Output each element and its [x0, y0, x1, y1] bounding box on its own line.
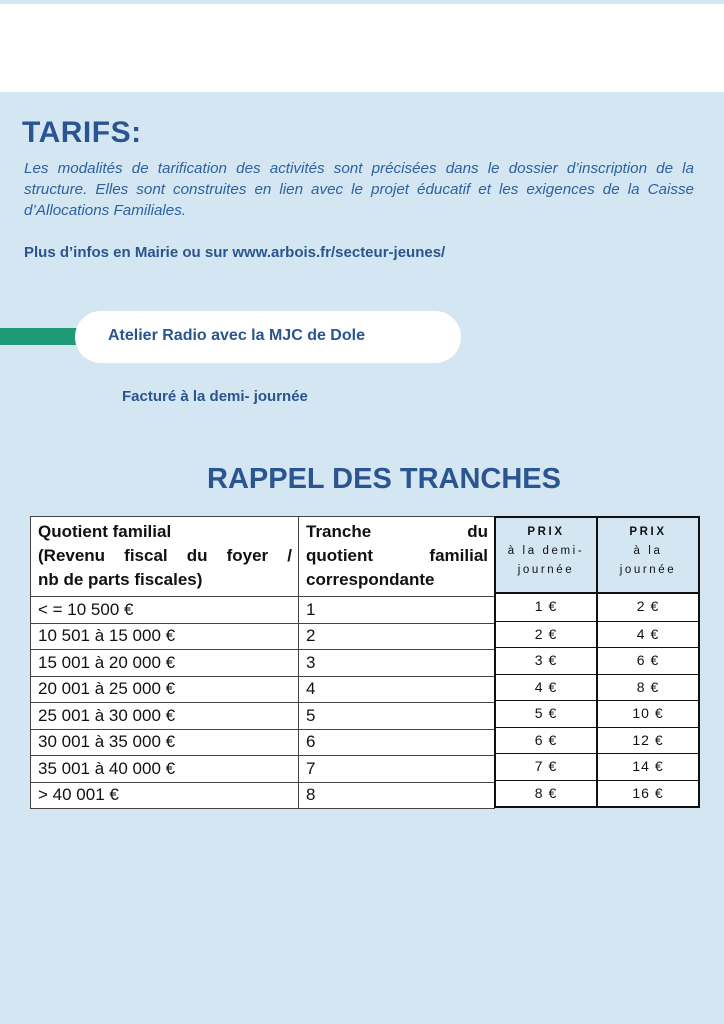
full-day-price-cell: 14 € [598, 753, 698, 780]
half-day-price-cell: 6 € [496, 727, 596, 754]
top-band [0, 0, 724, 4]
tranche-cell: 5 [299, 703, 495, 730]
full-day-price-column [596, 516, 700, 808]
header-half-day: PRIX à la demi- journée [496, 518, 596, 594]
table-row [31, 597, 495, 624]
tarifs-title: TARIFS: [22, 116, 142, 149]
full-day-price-cell: 2 € [598, 594, 698, 621]
full-day-price-cell: 10 € [598, 700, 698, 727]
activity-name: Atelier Radio avec la MJC de Dole [108, 327, 365, 344]
table-header-row [31, 517, 495, 597]
quotient-cell: 30 001 à 35 000 € [31, 729, 299, 756]
header-quotient: Quotient familial (Revenu fiscal du foyer / nb de parts fiscales) [31, 517, 299, 597]
full-day-price-cell: 4 € [598, 621, 698, 648]
half-day-price-cell: 1 € [496, 594, 596, 621]
activity-pill [75, 311, 461, 363]
tranche-cell: 6 [299, 729, 495, 756]
half-day-price-column [494, 516, 598, 808]
tranche-cell: 2 [299, 623, 495, 650]
table-row [31, 703, 495, 730]
half-day-price-cell: 4 € [496, 674, 596, 701]
quotient-cell: > 40 001 € [31, 782, 299, 809]
table-row [31, 729, 495, 756]
header-full-day: PRIX à la journée [598, 518, 698, 594]
tarifs-description: Les modalités de tarification des activités sont précisées dans le dossier d’inscription de la structure. Elles sont construites en lien avec le projet éducatif et les exigences de la Caisse d’Allocations Familiales. [24, 160, 694, 219]
full-day-price-cell: 8 € [598, 674, 698, 701]
info-line: Plus d’infos en Mairie ou sur www.arbois.fr/secteur-jeunes/ [24, 244, 446, 261]
table-row [31, 676, 495, 703]
table-row [31, 756, 495, 783]
billing-note: Facturé à la demi- journée [122, 388, 308, 405]
quotient-table [30, 516, 495, 809]
rappel-title: RAPPEL DES TRANCHES [207, 463, 561, 495]
quotient-cell: 15 001 à 20 000 € [31, 650, 299, 677]
table-row [31, 623, 495, 650]
full-day-price-cell: 16 € [598, 780, 698, 807]
quotient-cell: 20 001 à 25 000 € [31, 676, 299, 703]
tranche-cell: 4 [299, 676, 495, 703]
half-day-price-cell: 3 € [496, 647, 596, 674]
quotient-cell: 35 001 à 40 000 € [31, 756, 299, 783]
half-day-price-cell: 2 € [496, 621, 596, 648]
tranche-cell: 7 [299, 756, 495, 783]
quotient-cell: 10 501 à 15 000 € [31, 623, 299, 650]
tranche-cell: 1 [299, 597, 495, 624]
full-day-price-cell: 12 € [598, 727, 698, 754]
quotient-cell: 25 001 à 30 000 € [31, 703, 299, 730]
tranche-cell: 3 [299, 650, 495, 677]
quotient-cell: < = 10 500 € [31, 597, 299, 624]
table-row [31, 650, 495, 677]
half-day-price-cell: 5 € [496, 700, 596, 727]
half-day-price-cell: 8 € [496, 780, 596, 807]
half-day-price-cell: 7 € [496, 753, 596, 780]
header-tranche: Tranche du quotient familial correspondante [299, 517, 495, 597]
tranche-cell: 8 [299, 782, 495, 809]
full-day-price-cell: 6 € [598, 647, 698, 674]
table-row [31, 782, 495, 809]
